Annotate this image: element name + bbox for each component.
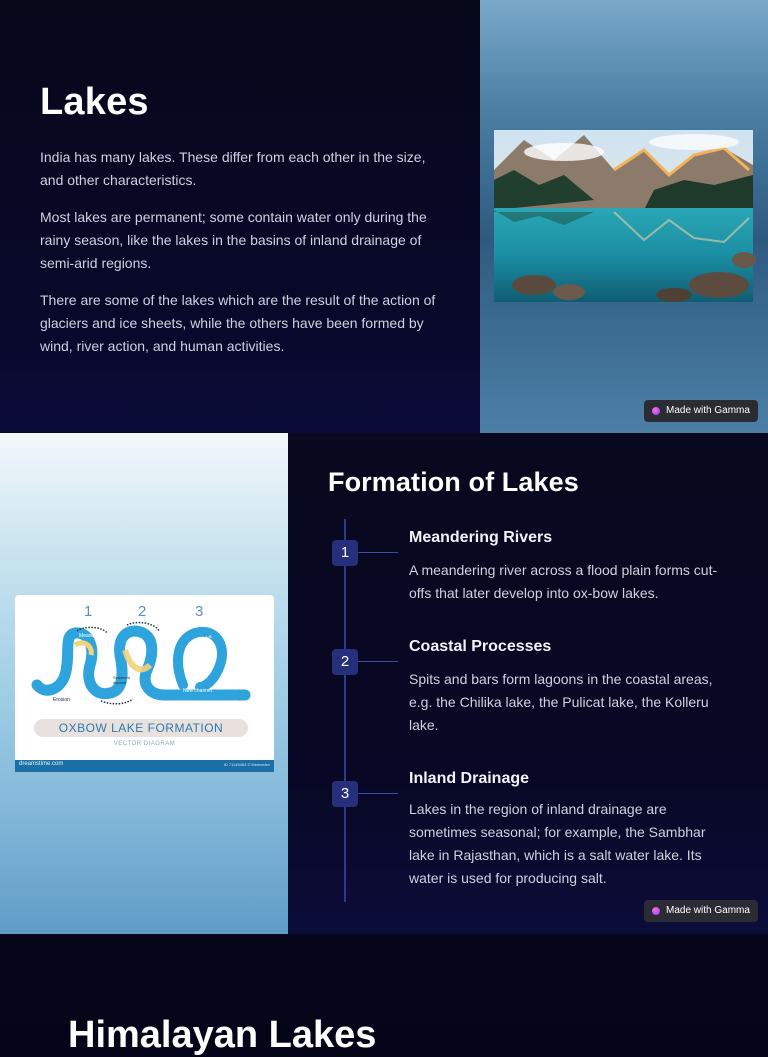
diagram-subtitle: VECTOR DIAGRAM — [113, 741, 176, 747]
diagram-credit: ID 71145463 © Medvedev — [223, 762, 270, 767]
paragraph: India has many lakes. These differ from each other in the size, and other characteristics. — [40, 149, 426, 188]
image-panel — [0, 433, 288, 934]
lakes-text-block — [40, 80, 450, 358]
gamma-logo-icon — [652, 407, 660, 415]
diagram-label: New channel — [183, 688, 212, 694]
diagram-label: Erosion — [53, 697, 70, 703]
diagram-footer — [15, 760, 274, 772]
step-number-badge: 3 — [332, 781, 358, 807]
slide-title: Lakes — [40, 81, 149, 123]
diagram-step-number: 3 — [195, 603, 204, 620]
badge-label: Made with Gamma — [666, 905, 750, 916]
diagram-label: Oxbow lake — [186, 633, 214, 651]
step-body: Lakes in the region of inland drainage are sometimes seasonal; for example, the Sambhar lake in Rajasthan, which is a salt water lake. Its water is used for producing salt. — [409, 801, 706, 886]
timeline-line — [344, 519, 346, 902]
step-connector — [358, 552, 398, 553]
diagram-label: Meander — [79, 633, 99, 639]
diagram-step-number: 1 — [84, 603, 93, 620]
step-connector — [358, 661, 398, 662]
slide-lakes — [0, 0, 768, 433]
slide-title: Formation of Lakes — [328, 467, 579, 497]
badge-label: Made with Gamma — [666, 405, 750, 416]
step-body: A meandering river across a flood plain forms cut-offs that later develop into ox-bow lakes. — [409, 562, 718, 601]
made-with-gamma-badge[interactable] — [644, 400, 758, 422]
slide-himalayan-lakes — [0, 934, 768, 1056]
mountain-lake-photo — [494, 130, 753, 302]
step-connector — [358, 793, 398, 794]
diagram-watermark: dreamstime.com — [19, 761, 64, 767]
slide-formation-of-lakes — [0, 433, 768, 934]
gamma-logo-icon — [652, 907, 660, 915]
step-heading: Meandering Rivers — [409, 529, 553, 546]
step-number-badge: 2 — [332, 649, 358, 675]
paragraph: There are some of the lakes which are the result of the action of glaciers and ice sheets, while the others have been formed by wind, river action, and human activities. — [40, 292, 436, 354]
step-heading: Inland Drainage — [409, 770, 530, 787]
paragraph: Most lakes are permanent; some contain water only during the rainy season, like the lakes in the basins of inland drainage of semi-arid regions. — [40, 209, 427, 271]
step-heading: Coastal Processes — [409, 638, 552, 655]
image-panel — [480, 0, 768, 433]
oxbow-lake-diagram — [15, 595, 274, 772]
diagram-label: Sediment deposit — [113, 675, 130, 685]
step-number-badge: 1 — [332, 540, 358, 566]
slide-title: Himalayan Lakes — [68, 1014, 377, 1056]
diagram-step-number: 2 — [138, 603, 147, 620]
step-body: Spits and bars form lagoons in the coastal areas, e.g. the Chilika lake, the Pulicat lake, the Kolleru lake. — [409, 671, 713, 733]
made-with-gamma-badge[interactable] — [644, 900, 758, 922]
diagram-banner: OXBOW LAKE FORMATION — [34, 719, 248, 737]
